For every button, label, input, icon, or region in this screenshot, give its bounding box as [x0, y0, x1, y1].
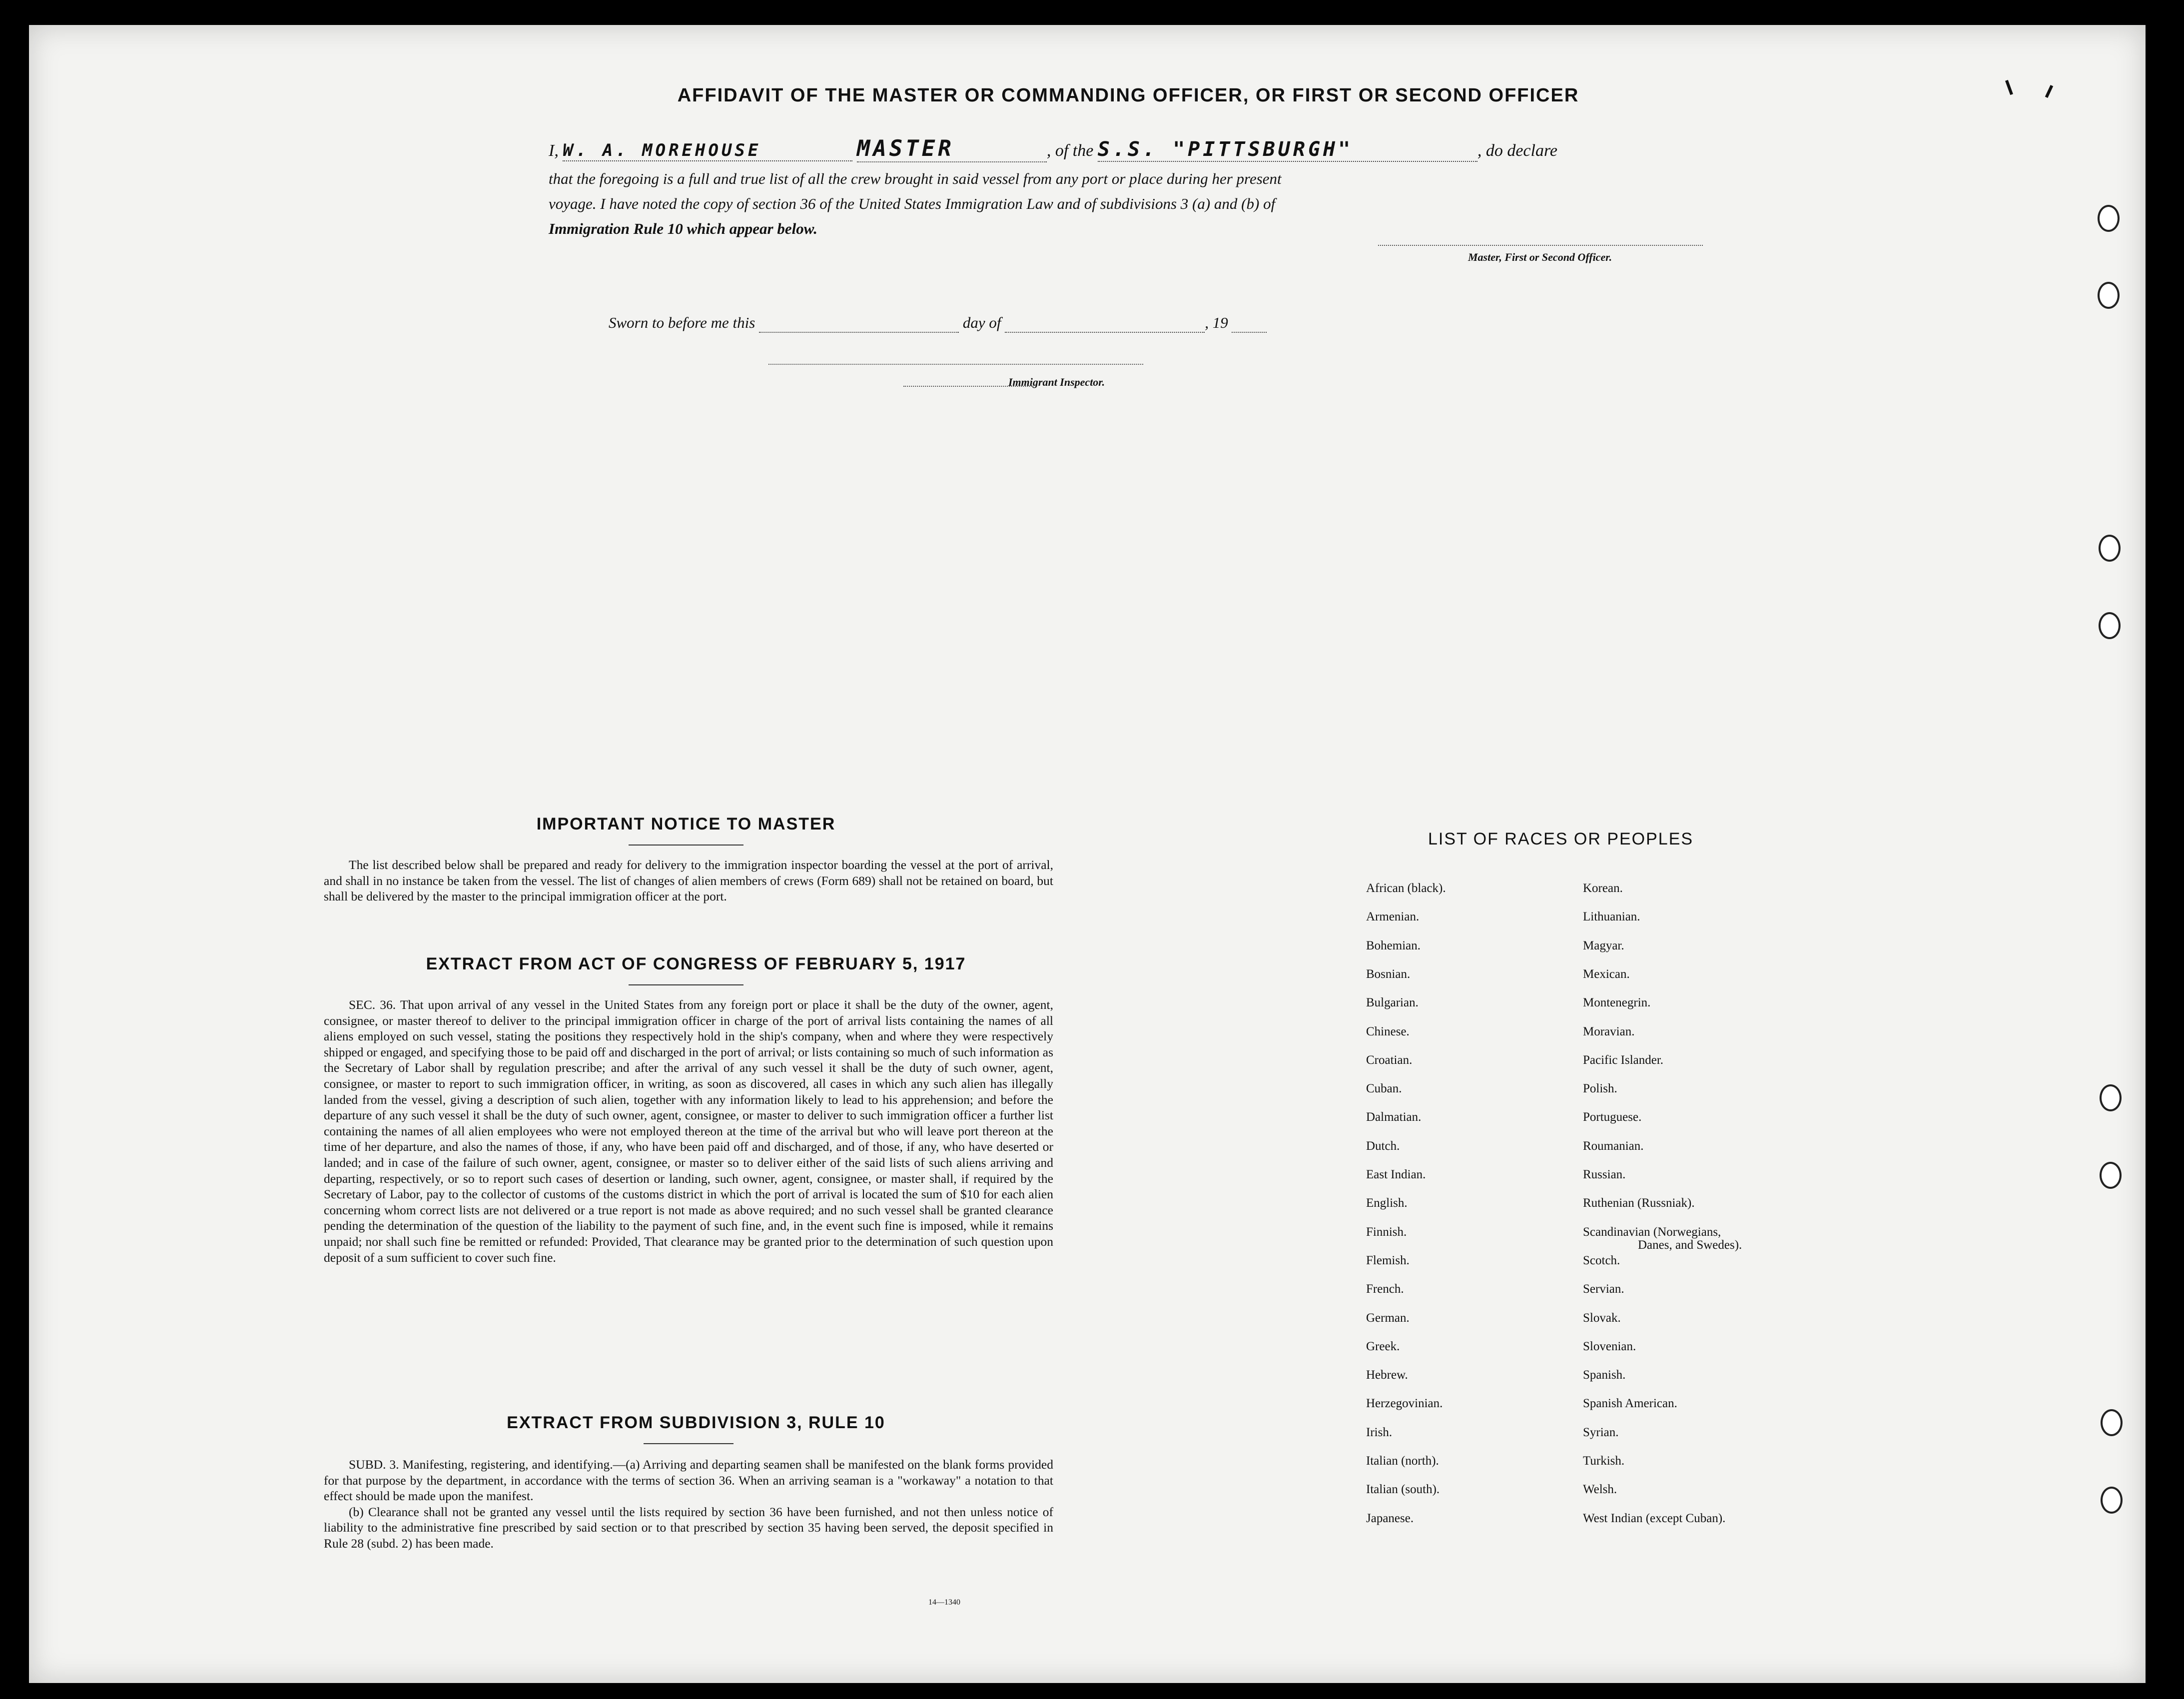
- race-item: Spanish American.: [1583, 1397, 1677, 1410]
- race-item: Slovak.: [1583, 1311, 1621, 1325]
- race-item: Roumanian.: [1583, 1139, 1644, 1153]
- race-item: Irish.: [1366, 1426, 1393, 1439]
- binder-hole: [2099, 535, 2121, 562]
- race-item: Hebrew.: [1366, 1368, 1408, 1382]
- sworn-label: Sworn to before me this: [609, 314, 755, 331]
- race-item: Italian (south).: [1366, 1483, 1440, 1496]
- race-item: Korean.: [1583, 881, 1623, 895]
- extract-act-title-text: EXTRACT FROM ACT OF CONGRESS OF FEBRUARY 5, 1917: [426, 954, 966, 973]
- master-name-field: W. A. MOREHOUSE: [563, 140, 852, 161]
- race-item: Portuguese.: [1583, 1110, 1642, 1124]
- notice-rule: [629, 845, 743, 846]
- form-number: 14—1340: [928, 1598, 960, 1607]
- subdivision-b-paragraph: (b) Clearance shall not be granted any vessel until the lists required by section 36 have been furnished, and not then unless notice of liability to the administrative fine prescribed by said section or to that prescribed by section 35 having been served, the deposit specified in Rule 28 (subd. 2) has been made.: [324, 1504, 1053, 1551]
- race-item: Herzegovinian.: [1366, 1397, 1443, 1410]
- inspector-line-1: [768, 364, 1143, 365]
- race-item: Italian (north).: [1366, 1454, 1439, 1468]
- declare-label: , do declare: [1477, 141, 1558, 160]
- extract-act-title: [329, 954, 1063, 974]
- race-item: Dalmatian.: [1366, 1110, 1422, 1124]
- year-label: , 19: [1205, 314, 1228, 331]
- race-item: Magyar.: [1583, 939, 1624, 952]
- race-item: Syrian.: [1583, 1426, 1619, 1439]
- race-item: West Indian (except Cuban).: [1583, 1512, 1726, 1525]
- inspector-caption: Immigrant Inspector.: [1008, 376, 1105, 388]
- manifest-page: [29, 25, 2146, 1683]
- race-item: Lithuanian.: [1583, 910, 1640, 923]
- race-item: English.: [1366, 1196, 1408, 1210]
- extract-rule-body: [324, 1457, 1053, 1552]
- affidavit-declaration-line: [549, 136, 1557, 162]
- affidavit-title: AFFIDAVIT OF THE MASTER OR COMMANDING OFFICER, OR FIRST OR SECOND OFFICER: [677, 85, 1579, 106]
- race-item: Mexican.: [1583, 967, 1630, 981]
- binder-hole: [2101, 1487, 2123, 1514]
- race-item: Japanese.: [1366, 1512, 1414, 1525]
- race-item: Servian.: [1583, 1282, 1624, 1296]
- extract-rule-title: [329, 1413, 1063, 1433]
- race-item: East Indian.: [1366, 1168, 1426, 1181]
- binder-hole: [2098, 205, 2120, 232]
- section-36-paragraph: SEC. 36. That upon arrival of any vessel in the United States from any foreign port or place it shall be the duty of the owner, agent, consignee, or master thereof to deliver to the principal immigration officer in charge of the port of arrival lists containing the names of all aliens employed on such vessel, stating the positions they respectively hold in the ship's company, when and where they were respectively shipped or engaged, and specifying those to be paid off and discharged in the port of arrival; or lists containing so much of such information as the Secretary of Labor shall by regulation prescribe; and after the arrival of any such vessel it shall be the duty of such owner, agent, consignee, or master to report to such immigration officer, in writing, as soon as discovered, all cases in which any such alien has illegally landed from the vessel, giving a description of such alien, together with any information likely to lead to his apprehension; and before the departure of any such vessel it shall be the duty of such owner, agent, consignee, or master to deliver to such immigration officer a further list containing the names of all alien employees who were not employed thereon at the time of the arrival but who will leave port thereon at the time of her departure, and also the names of those, if any, who have been paid off and discharged, and of those, if any, who have deserted or landed; and in case of the failure of such owner, agent, consignee, or master so to deliver either of the said lists of such aliens arriving and departing, respectively, or so to report such cases of desertion or landing, such owner, agent, consignee, or master shall, if required by the Secretary of Labor, pay to the collector of customs of the customs district in which the port of arrival is located the sum of $10 for each alien concerning whom correct lists are not delivered or a true report is not made as above required; and no such vessel shall be granted clearance pending the determination of the question of the liability to the payment of such fine, and, in the event such fine is imposed, while it remains unpaid; nor shall such fine be remitted or refunded: Provided, That clearance may be granted prior to the determination of such question upon deposit of a sum sufficient to cover such fine.: [324, 997, 1053, 1265]
- margin-mark: [2005, 80, 2013, 95]
- subdivision-a-paragraph: SUBD. 3. Manifesting, registering, and identifying.—(a) Arriving and departing seamen shall be manifested on the blank forms provided for that purpose by the department, in accordance with the terms of section 36. When an arriving seaman is a "workaway" a notation to that effect should be made upon the manifest.: [324, 1457, 1053, 1504]
- signature-line: [1378, 245, 1703, 246]
- extract-rule-rule: [644, 1443, 733, 1444]
- race-item: Armenian.: [1366, 910, 1420, 923]
- race-item: German.: [1366, 1311, 1410, 1325]
- binder-hole: [2098, 282, 2120, 309]
- binder-hole: [2100, 1162, 2122, 1189]
- day-of-label: day of: [962, 314, 1001, 331]
- race-item: Turkish.: [1583, 1454, 1625, 1468]
- race-item: Bulgarian.: [1366, 996, 1419, 1009]
- affidavit-line-3: voyage. I have noted the copy of section 36 of the United States Immigration Law and of subdivisions 3 (a) and (b) of: [549, 195, 1276, 212]
- race-item: Slovenian.: [1583, 1340, 1636, 1353]
- race-item: Spanish.: [1583, 1368, 1626, 1382]
- race-item: Pacific Islander.: [1583, 1053, 1664, 1067]
- margin-mark: [2045, 85, 2053, 98]
- race-item: Cuban.: [1366, 1082, 1402, 1095]
- race-item: Ruthenian (Russniak).: [1583, 1196, 1695, 1210]
- vessel-field: S.S. "PITTSBURGH": [1098, 138, 1477, 162]
- race-item: Scandinavian (Norwegians,: [1583, 1225, 1721, 1239]
- race-item: Bohemian.: [1366, 939, 1421, 952]
- notice-body: [324, 857, 1053, 904]
- sworn-year-field: [1232, 314, 1267, 333]
- race-item: Welsh.: [1583, 1483, 1617, 1496]
- binder-hole: [2099, 612, 2121, 639]
- affidavit-line-2: that the foregoing is a full and true list of all the crew brought in said vessel from any port or place during her present: [549, 170, 1282, 187]
- race-item: Greek.: [1366, 1340, 1400, 1353]
- sworn-month-field: [1005, 314, 1205, 333]
- race-item: Croatian.: [1366, 1053, 1413, 1067]
- affidavit-line-4: Immigration Rule 10 which appear below.: [549, 220, 817, 237]
- race-item: Dutch.: [1366, 1139, 1400, 1153]
- race-item: Russian.: [1583, 1168, 1626, 1181]
- signature-caption: Master, First or Second Officer.: [1468, 251, 1612, 263]
- notice-title: [339, 815, 1033, 834]
- races-title: LIST OF RACES OR PEOPLES: [1428, 830, 1694, 849]
- binder-hole: [2101, 1409, 2123, 1436]
- rank-field: MASTER: [857, 136, 1047, 162]
- race-item: Montenegrin.: [1583, 996, 1651, 1009]
- notice-paragraph: The list described below shall be prepared and ready for delivery to the immigration inspector boarding the vessel at the port of arrival, and shall in no instance be taken from the vessel. The list of changes of alien members of crews (Form 689) shall not be retained on board, but shall be delivered by the master to the principal immigration officer at the port.: [324, 857, 1053, 904]
- extract-act-rule: [629, 984, 743, 985]
- race-item: French.: [1366, 1282, 1404, 1296]
- race-item: Bosnian.: [1366, 967, 1411, 981]
- sworn-line: [609, 314, 1267, 333]
- race-item: Finnish.: [1366, 1225, 1407, 1239]
- extract-rule-title-text: EXTRACT FROM SUBDIVISION 3, RULE 10: [507, 1413, 885, 1432]
- race-item: Flemish.: [1366, 1254, 1410, 1267]
- i-label: I,: [549, 141, 559, 160]
- race-item: African (black).: [1366, 881, 1446, 895]
- race-item-scandinavian-continued: Danes, and Swedes).: [1638, 1238, 1742, 1252]
- race-item: Scotch.: [1583, 1254, 1620, 1267]
- race-item: Chinese.: [1366, 1025, 1410, 1038]
- extract-act-body: [324, 997, 1053, 1265]
- sworn-day-field: [759, 314, 959, 333]
- race-item: Moravian.: [1583, 1025, 1635, 1038]
- of-the-label: , of the: [1046, 141, 1094, 160]
- notice-title-text: IMPORTANT NOTICE TO MASTER: [536, 815, 836, 834]
- race-item: Polish.: [1583, 1082, 1617, 1095]
- binder-hole: [2100, 1084, 2122, 1111]
